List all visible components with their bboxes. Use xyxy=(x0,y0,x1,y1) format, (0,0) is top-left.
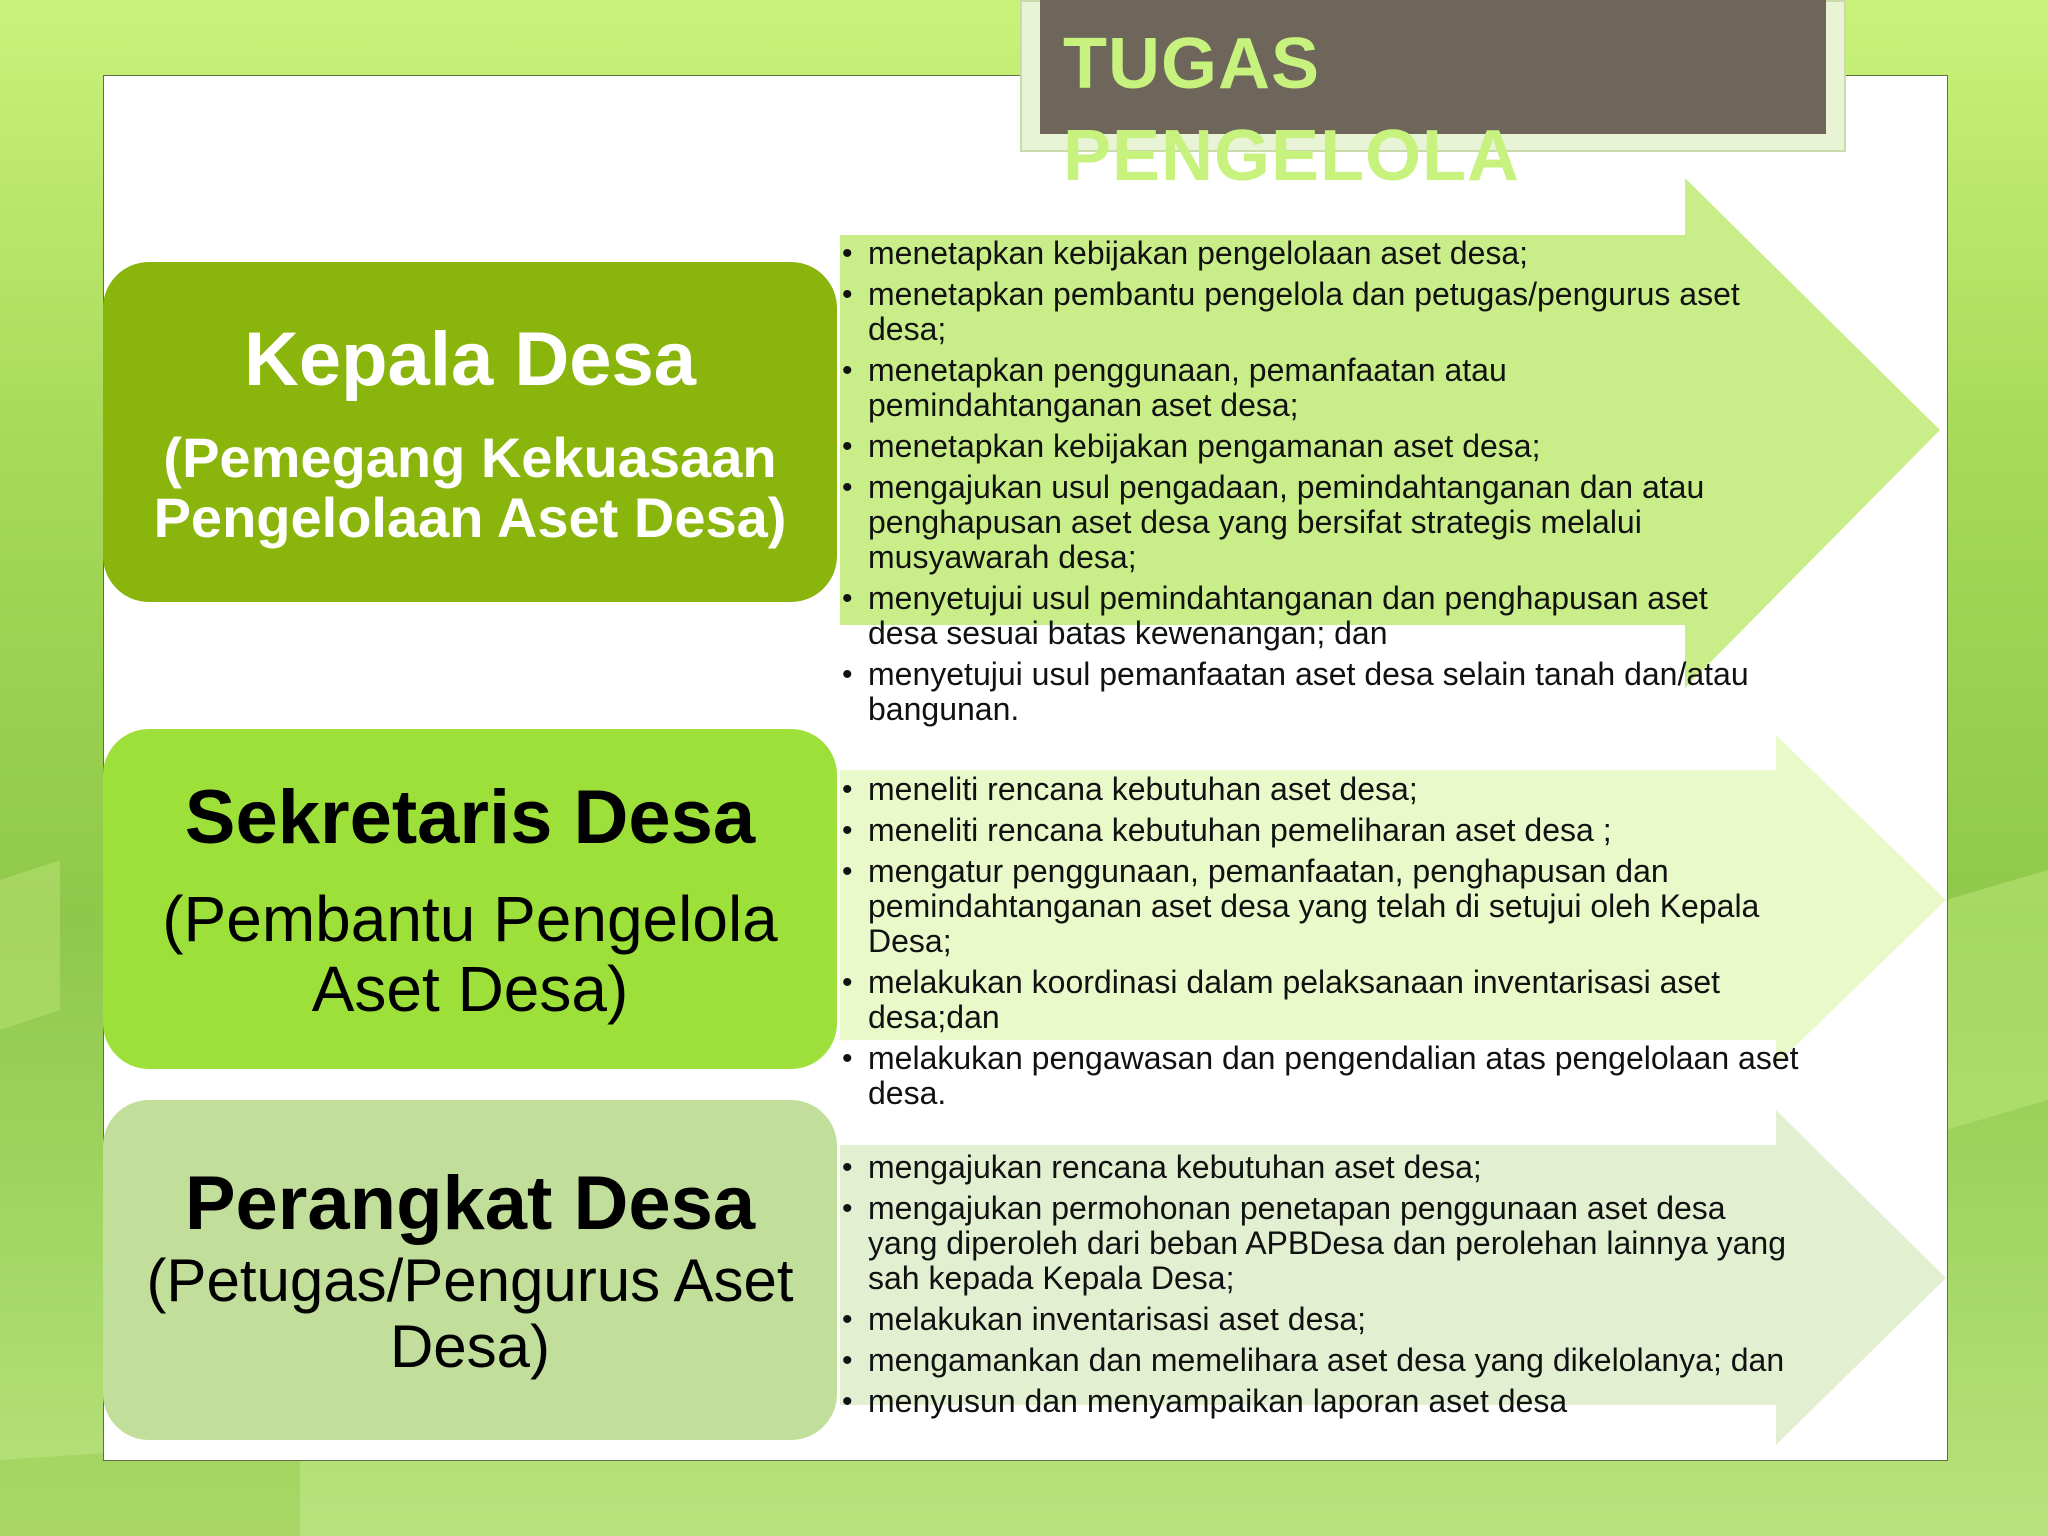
list-item: • menyetujui usul pemanfaatan aset desa selain tanah dan/atau bangunan. xyxy=(840,657,1780,727)
list-item: • mengajukan rencana kebutuhan aset desa; xyxy=(840,1150,1800,1185)
list-item: • meneliti rencana kebutuhan aset desa; xyxy=(840,772,1800,807)
list-item: • melakukan koordinasi dalam pelaksanaan inventarisasi aset desa;dan xyxy=(840,965,1800,1035)
role-subtitle: (Pembantu Pengelola Aset Desa) xyxy=(162,883,778,1025)
duty-list-kepala-desa xyxy=(840,236,1780,733)
list-item: • meneliti rencana kebutuhan pemeliharan aset desa ; xyxy=(840,813,1800,848)
role-subtitle: (Pemegang Kekuasaan Pengelolaan Aset Desa) xyxy=(153,426,787,549)
list-item: • mengatur penggunaan, pemanfaatan, penghapusan dan pemindahtanganan aset desa yang telah di setujui oleh Kepala Desa; xyxy=(840,854,1800,959)
slide-title: TUGAS PENGELOLA xyxy=(1063,24,1521,196)
role-box-perangkat-desa xyxy=(103,1100,837,1440)
role-name: Sekretaris Desa xyxy=(184,775,756,860)
list-item: • mengajukan permohonan penetapan penggunaan aset desa yang diperoleh dari beban APBDesa dan perolehan lainnya yang sah kepada Kepala Desa; xyxy=(840,1191,1800,1296)
list-item: • menetapkan kebijakan pengelolaan aset desa; xyxy=(840,236,1780,271)
list-item: • melakukan inventarisasi aset desa; xyxy=(840,1302,1800,1337)
role-name: Perangkat Desa xyxy=(184,1161,756,1246)
list-item: • mengajukan usul pengadaan, pemindahtanganan dan atau penghapusan aset desa yang bersifat strategis melalui musyawarah desa; xyxy=(840,470,1780,575)
list-item: • menyusun dan menyampaikan laporan aset desa xyxy=(840,1384,1800,1419)
duty-list-sekretaris-desa xyxy=(840,772,1800,1117)
duty-list-perangkat-desa xyxy=(840,1150,1800,1425)
list-item: • menyetujui usul pemindahtanganan dan penghapusan aset desa sesuai batas kewenangan; dan xyxy=(840,581,1780,651)
role-subtitle: (Petugas/Pengurus Aset Desa) xyxy=(146,1247,794,1380)
list-item: • menetapkan pembantu pengelola dan petugas/pengurus aset desa; xyxy=(840,277,1780,347)
list-item: • melakukan pengawasan dan pengendalian atas pengelolaan aset desa. xyxy=(840,1041,1800,1111)
list-item: • mengamankan dan memelihara aset desa yang dikelolanya; dan xyxy=(840,1343,1800,1378)
role-box-sekretaris-desa xyxy=(103,729,837,1069)
list-item: • menetapkan penggunaan, pemanfaatan atau pemindahtanganan aset desa; xyxy=(840,353,1780,423)
list-item: • menetapkan kebijakan pengamanan aset desa; xyxy=(840,429,1780,464)
role-box-kepala-desa xyxy=(103,262,837,602)
role-name: Kepala Desa xyxy=(243,317,697,402)
